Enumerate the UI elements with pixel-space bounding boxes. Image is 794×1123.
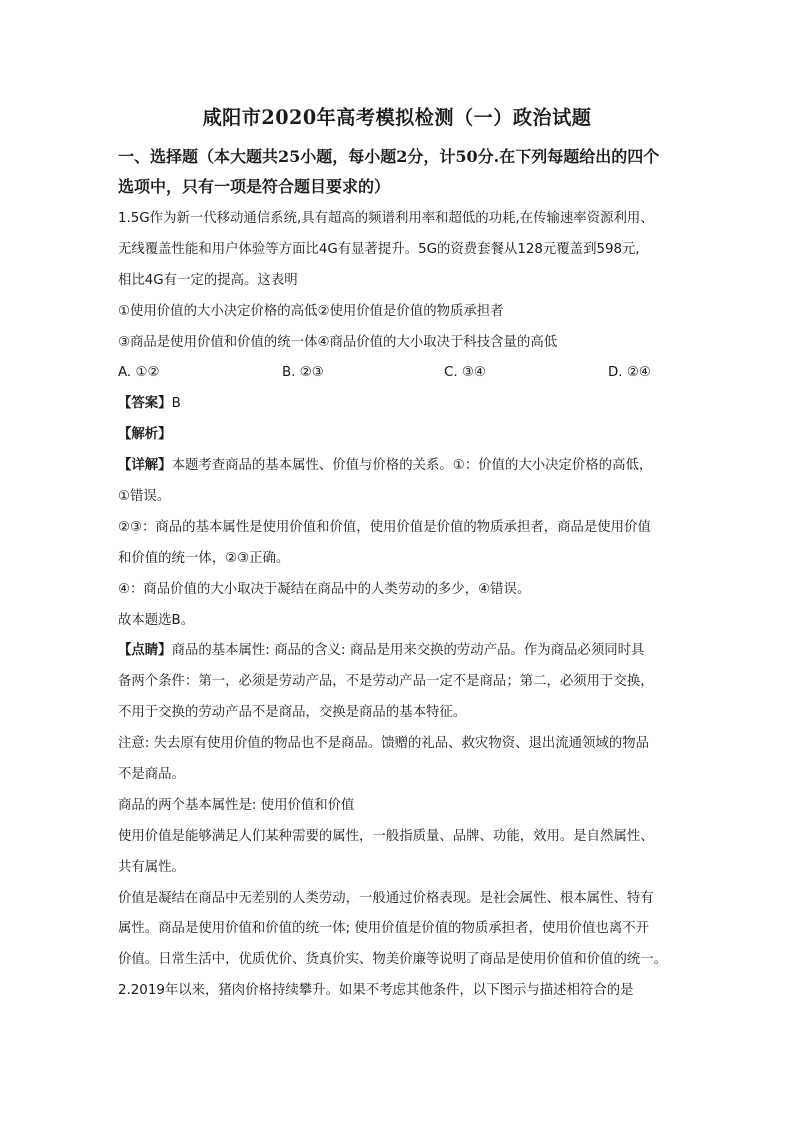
tip-line: 商品的两个基本属性是: 使用价值和价值 [118, 797, 355, 813]
tip-line: 备两个条件：第一，必须是劳动产品，不是劳动产品一定不是商品；第二，必须用于交换， [118, 674, 654, 690]
tip-line: 注意: 失去原有使用价值的物品也不是商品。馈赠的礼品、救灾物资、退出流通领域的物品 [118, 736, 649, 752]
detail-line: ②③：商品的基本属性是使用价值和价值，使用价值是价值的物质承担者，商品是使用价值 [118, 519, 651, 535]
answer-line [118, 389, 678, 420]
tip-line: 共有属性。 [118, 859, 185, 875]
answer-options [118, 358, 678, 389]
question-statements: ③商品是使用价值和价值的统一体④商品价值的大小取决于科技含量的高低 [118, 334, 558, 350]
tip-line: 属性。商品是使用价值和价值的统一体; 使用价值是价值的物质承担者，使用价值也离不开 [118, 921, 649, 937]
detail-line [118, 451, 678, 482]
tip-tag: 【点睛】 [118, 643, 172, 659]
question-statements: ①使用价值的大小决定价格的高低②使用价值是价值的物质承担者 [118, 303, 504, 319]
question-stem-line: 1.5G作为新一代移动通信系统,具有超高的频谱利用率和超低的功耗,在传输速率资源利用、 [118, 211, 654, 226]
tip-line [118, 636, 678, 667]
analysis-tag: 【解析】 [118, 427, 172, 443]
question-stem-line: 无线覆盖性能和用户体验等方面比4G有显著提升。5G的资费套餐从128元覆盖到598元, [118, 241, 640, 257]
question-stem-line: 相比4G有一定的提高。这表明 [118, 272, 298, 288]
tip-line: 不用于交换的劳动产品不是商品，交换是商品的基本特征。 [118, 705, 467, 721]
option-c: C. ③④ [444, 365, 486, 381]
answer-tag: 【答案】 [118, 396, 172, 412]
tip-line: 价值是凝结在商品中无差别的人类劳动，一般通过价格表现。是社会属性、根本属性、特有 [118, 890, 654, 906]
question-1 [118, 204, 678, 976]
detail-line: ④：商品价值的大小取决于凝结在商品中的人类劳动的多少，④错误。 [118, 581, 531, 597]
answer-value: B [171, 396, 181, 412]
option-a: A. ①② [118, 365, 160, 381]
detail-text: 本题考查商品的基本属性、价值与价格的关系。①：价值的大小决定价格的高低， [171, 458, 653, 474]
page-title: 咸阳市2020年高考模拟检测（一）政治试题 [202, 106, 592, 129]
detail-line: 故本题选B。 [118, 612, 195, 628]
section-heading [118, 142, 678, 202]
section-heading-line: 选项中，只有一项是符合题目要求的） [118, 177, 391, 196]
question-2 [118, 976, 678, 1007]
detail-line: ①错误。 [118, 489, 171, 505]
tip-line: 价值。日常生活中，优质优价、货真价实、物美价廉等说明了商品是使用价值和价值的统一。 [118, 952, 668, 968]
option-d: D. ②④ [608, 365, 651, 381]
detail-tag: 【详解】 [118, 458, 172, 474]
detail-line: 和价值的统一体，②③正确。 [118, 550, 290, 566]
document-body [118, 204, 678, 1007]
section-heading-line: 一、选择题（本大题共25小题，每小题2分，计50分.在下列每题给出的四个 [118, 147, 660, 166]
question-stem-line: 2.2019年以来，猪肉价格持续攀升。如果不考虑其他条件，以下图示与描述相符合的是 [118, 983, 634, 999]
tip-line: 使用价值是能够满足人们某种需要的属性，一般指质量、品牌、功能，效用。是自然属性、 [118, 828, 654, 844]
tip-line: 不是商品。 [118, 767, 185, 783]
tip-text: 商品的基本属性: 商品的含义: 商品是用来交换的劳动产品。作为商品必须同时具 [171, 643, 645, 659]
option-b: B. ②③ [282, 365, 324, 381]
